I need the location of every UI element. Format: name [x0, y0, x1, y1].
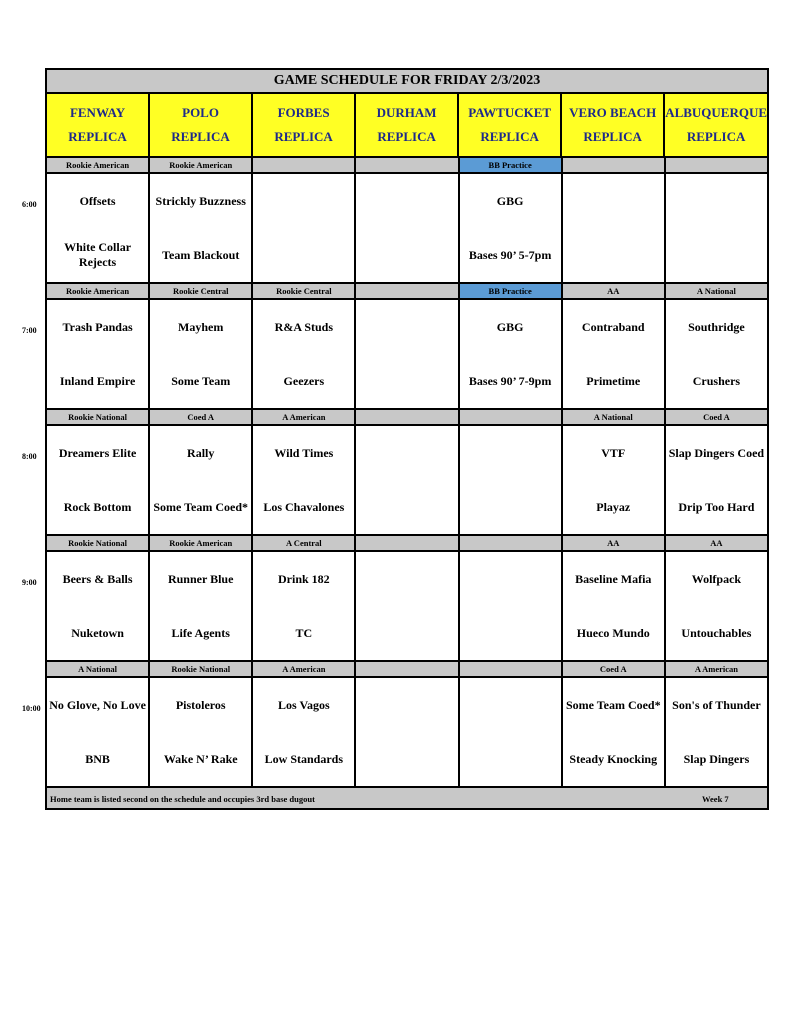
division-label: Rookie American: [150, 158, 253, 172]
time-slots: [47, 158, 767, 788]
field-name: ALBUQUERQUE: [665, 105, 768, 120]
game-cell: [666, 174, 767, 282]
away-team: Son's of Thunder: [672, 697, 761, 712]
field-name: VERO BEACH: [569, 105, 657, 120]
home-team: Geezers: [283, 373, 325, 388]
away-team: [460, 678, 561, 732]
field-name: FENWAY: [69, 105, 126, 120]
away-team: Dreamers Elite: [58, 445, 137, 460]
away-team: R&A Studs: [274, 319, 334, 334]
field-header-forbes: [253, 94, 356, 156]
field-name: DURHAM: [376, 105, 437, 120]
home-team: Drip Too Hard: [678, 499, 755, 514]
game-cell: [460, 300, 563, 408]
division-label: Rookie American: [47, 158, 150, 172]
division-label: Coed A: [563, 662, 666, 676]
game-row: [47, 174, 767, 284]
field-sub: REPLICA: [274, 129, 333, 144]
field-header-row: [47, 94, 767, 158]
home-team: [356, 480, 457, 534]
game-cell: [460, 426, 563, 534]
home-team: Nuketown: [71, 625, 124, 640]
away-team: Los Vagos: [278, 697, 330, 712]
division-label: [563, 158, 666, 172]
away-team: Rally: [187, 445, 215, 460]
game-cell: [150, 678, 253, 786]
schedule-title: GAME SCHEDULE FOR FRIDAY 2/3/2023: [47, 70, 767, 94]
away-team: Offsets: [79, 193, 116, 208]
division-label: A National: [563, 410, 666, 424]
away-team: Pistoleros: [175, 697, 226, 712]
game-cell: [460, 174, 563, 282]
away-team: Strickly Buzzness: [155, 193, 246, 208]
game-row: [47, 300, 767, 410]
game-cell: [356, 678, 459, 786]
field-sub: REPLICA: [480, 129, 539, 144]
away-team: VTF: [601, 445, 626, 460]
away-team: Runner Blue: [167, 571, 234, 586]
division-label: Coed A: [150, 410, 253, 424]
game-cell: [253, 174, 356, 282]
time-label: 10:00: [22, 704, 41, 713]
game-cell: [563, 552, 666, 660]
division-label: [356, 410, 459, 424]
division-label: AA: [563, 284, 666, 298]
away-team: [356, 174, 457, 228]
game-cell: [356, 426, 459, 534]
away-team: GBG: [496, 193, 524, 208]
field-sub: REPLICA: [583, 129, 642, 144]
game-row: [47, 426, 767, 536]
division-label: [356, 662, 459, 676]
away-team: [356, 552, 457, 606]
home-team: Life Agents: [171, 625, 230, 640]
game-cell: [666, 678, 767, 786]
away-team: Baseline Mafia: [575, 571, 652, 586]
away-team: Drink 182: [278, 571, 330, 586]
home-team: White Collar Rejects: [64, 240, 132, 269]
away-team: [356, 300, 457, 354]
game-cell: [356, 174, 459, 282]
division-label: BB Practice: [460, 158, 563, 172]
home-team: BNB: [85, 751, 110, 766]
home-team: Wake N’ Rake: [163, 751, 238, 766]
game-cell: [460, 552, 563, 660]
game-cell: [47, 300, 150, 408]
game-cell: [47, 174, 150, 282]
division-row: [47, 284, 767, 300]
home-team: Rock Bottom: [63, 499, 132, 514]
away-team: Contraband: [581, 319, 645, 334]
division-label: [356, 158, 459, 172]
away-team: [563, 174, 664, 228]
division-label: Rookie National: [47, 410, 150, 424]
game-cell: [563, 678, 666, 786]
game-cell: [253, 300, 356, 408]
division-label: Rookie American: [47, 284, 150, 298]
away-team: [460, 552, 561, 606]
division-label: BB Practice: [460, 284, 563, 298]
game-cell: [150, 552, 253, 660]
division-label: Rookie Central: [150, 284, 253, 298]
division-label: A Central: [253, 536, 356, 550]
game-cell: [563, 426, 666, 534]
field-sub: REPLICA: [68, 129, 127, 144]
home-team-note: Home team is listed second on the schedule and occupies 3rd base dugout: [50, 794, 315, 804]
division-label: Rookie American: [150, 536, 253, 550]
away-team: [356, 678, 457, 732]
home-team: TC: [295, 625, 313, 640]
home-team: [460, 480, 561, 534]
division-row: [47, 662, 767, 678]
home-team: [356, 606, 457, 660]
field-header-fenway: [47, 94, 150, 156]
home-team: Some Team: [171, 373, 231, 388]
away-team: Southridge: [688, 319, 745, 334]
home-team: [666, 228, 767, 282]
away-team: Wild Times: [274, 445, 334, 460]
game-cell: [563, 300, 666, 408]
home-team: Bases 90’ 5-7pm: [468, 247, 552, 262]
division-label: AA: [710, 538, 723, 548]
home-team: Hueco Mundo: [576, 625, 650, 640]
field-header-durham: [356, 94, 459, 156]
away-team: [253, 174, 354, 228]
away-team: Trash Pandas: [62, 319, 133, 334]
game-cell: [150, 300, 253, 408]
division-label: [460, 536, 563, 550]
away-team: Slap Dingers Coed: [668, 445, 765, 460]
game-cell: [47, 552, 150, 660]
home-team: Some Team Coed*: [153, 499, 249, 514]
away-team: Beers & Balls: [62, 571, 133, 586]
away-team: GBG: [496, 319, 524, 334]
division-label: [666, 158, 767, 172]
division-label: A American: [253, 410, 356, 424]
game-row: [47, 552, 767, 662]
field-header-pawtucket: [459, 94, 562, 156]
field-header-polo: [150, 94, 253, 156]
game-cell: [356, 552, 459, 660]
home-team: Los Chavalones: [263, 499, 345, 514]
game-cell: [47, 426, 150, 534]
away-team: Wolfpack: [691, 571, 742, 586]
division-label: AA: [563, 536, 666, 550]
game-cell: [460, 678, 563, 786]
home-team: Crushers: [692, 373, 741, 388]
game-cell: [253, 552, 356, 660]
home-team: Steady Knocking: [569, 751, 658, 766]
away-team: [356, 426, 457, 480]
away-team: [666, 174, 767, 228]
division-label: A American: [253, 662, 356, 676]
game-row: [47, 678, 767, 788]
division-label: Rookie Central: [253, 284, 356, 298]
game-cell: [666, 426, 767, 534]
field-sub: REPLICA: [377, 129, 436, 144]
home-team: [356, 354, 457, 408]
away-team: Mayhem: [178, 319, 224, 334]
home-team: [253, 228, 354, 282]
division-label: Coed A: [703, 412, 730, 422]
schedule-footer: [47, 788, 767, 808]
division-row: [47, 158, 767, 174]
division-row: [47, 536, 767, 552]
game-cell: [666, 552, 767, 660]
home-team: Primetime: [586, 373, 641, 388]
away-team: Some Team Coed*: [565, 697, 661, 712]
division-label: [460, 410, 563, 424]
home-team: Low Standards: [264, 751, 344, 766]
schedule-table: [45, 68, 769, 810]
time-label: 8:00: [22, 452, 37, 461]
game-cell: [150, 426, 253, 534]
time-label: 6:00: [22, 200, 37, 209]
game-cell: [253, 426, 356, 534]
game-cell: [356, 300, 459, 408]
home-team: Slap Dingers: [683, 751, 750, 766]
game-cell: [150, 174, 253, 282]
division-label: [356, 284, 459, 298]
division-row: [47, 410, 767, 426]
away-team: No Glove, No Love: [49, 697, 146, 712]
division-label: [253, 158, 356, 172]
home-team: [460, 732, 561, 786]
game-cell: [47, 678, 150, 786]
division-label: Rookie National: [47, 536, 150, 550]
week-label: Week 7: [702, 794, 729, 804]
home-team: [563, 228, 664, 282]
home-team: [356, 228, 457, 282]
field-header-albuquerque: [665, 94, 767, 156]
field-sub: REPLICA: [171, 129, 230, 144]
division-label: Rookie National: [150, 662, 253, 676]
game-cell: [253, 678, 356, 786]
home-team: [460, 606, 561, 660]
field-sub: REPLICA: [686, 129, 746, 144]
away-team: [460, 426, 561, 480]
home-team: Playaz: [596, 499, 631, 514]
home-team: Untouchables: [681, 625, 752, 640]
field-name: PAWTUCKET: [468, 105, 552, 120]
division-label: A American: [694, 664, 739, 674]
time-label: 9:00: [22, 578, 37, 587]
division-label: [460, 662, 563, 676]
home-team: Bases 90’ 7-9pm: [468, 373, 552, 388]
division-label: A National: [47, 662, 150, 676]
division-label: A National: [696, 286, 736, 296]
game-cell: [666, 300, 767, 408]
home-team: Inland Empire: [59, 373, 136, 388]
home-team: Team Blackout: [162, 247, 240, 262]
home-team: [356, 732, 457, 786]
field-name: FORBES: [277, 105, 330, 120]
time-label: 7:00: [22, 326, 37, 335]
game-cell: [563, 174, 666, 282]
field-name: POLO: [182, 105, 219, 120]
field-header-vero-beach: [562, 94, 665, 156]
division-label: [356, 536, 459, 550]
